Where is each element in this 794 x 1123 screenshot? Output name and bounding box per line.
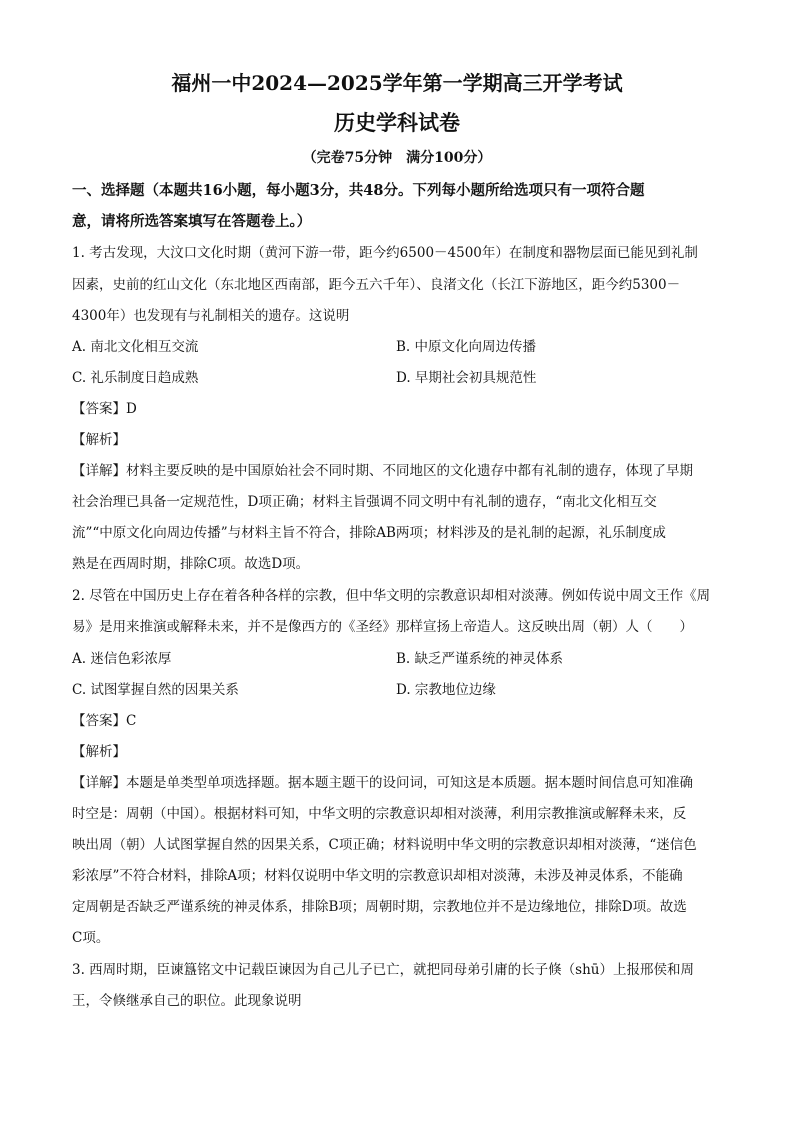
- q2-option-d: D. 宗教地位边缘: [396, 682, 496, 698]
- q2-detail-line-4: 彩浓厚”不符合材料，排除A项；材料仅说明中华文明的宗教意识却相对淡薄，未涉及神灵体系，不能确: [72, 868, 683, 884]
- q1-detail-line-1: 【详解】材料主要反映的是中国原始社会不同时期、不同地区的文化遗存中都有礼制的遗存，体现了早期: [72, 463, 693, 479]
- section-heading-line-1: 一、选择题（本题共16小题，每小题3分，共48分。下列每小题所给选项只有一项符合题: [72, 182, 645, 199]
- q1-option-b: B. 中原文化向周边传播: [396, 339, 537, 355]
- q2-analysis-label: 【解析】: [72, 744, 126, 760]
- q3-stem-line-2: 王，令倏继承自己的职位。此现象说明: [72, 993, 302, 1009]
- q1-option-c: C. 礼乐制度日趋成熟: [72, 370, 199, 386]
- q1-stem-line-2: 因素，史前的红山文化（东北地区西南部，距今五六千年）、良渚文化（长江下游地区，距今约5300－: [72, 277, 681, 293]
- q2-stem-line-1: 2. 尽管在中国历史上存在着各种各样的宗教，但中华文明的宗教意识却相对淡薄。例如传说中周文王作《周: [72, 588, 711, 604]
- q1-option-d: D. 早期社会初具规范性: [396, 370, 537, 386]
- q2-answer: 【答案】C: [72, 713, 137, 729]
- q1-option-a: A. 南北文化相互交流: [72, 339, 199, 355]
- q1-stem-line-1: 1. 考古发现，大汶口文化时期（黄河下游一带，距今约6500－4500年）在制度和器物层面已能见到礼制: [72, 245, 698, 261]
- q2-detail-line-2: 时空是：周朝（中国）。根据材料可知，中华文明的宗教意识却相对淡薄，利用宗教推演或解释未来，反: [72, 806, 687, 822]
- q2-option-a: A. 迷信色彩浓厚: [72, 651, 172, 667]
- q2-detail-line-3: 映出周（朝）人试图掌握自然的因果关系，C项正确；材料说明中华文明的宗教意识却相对淡薄，“迷信色: [72, 837, 697, 853]
- q2-option-b: B. 缺乏严谨系统的神灵体系: [396, 651, 564, 667]
- q3-stem-line-1: 3. 西周时期，臣谏簋铭文中记载臣谏因为自己儿子已亡，就把同母弟引庸的长子倏（shū）上报邢侯和周: [72, 962, 694, 978]
- q2-detail-line-1: 【详解】本题是单类型单项选择题。据本题主题干的设问词，可知这是本质题。据本题时间信息可知准确: [72, 775, 693, 791]
- subject-title: 历史学科试卷: [334, 110, 460, 135]
- section-heading-line-2: 意，请将所选答案填写在答题卷上。）: [72, 213, 312, 230]
- q1-stem-line-3: 4300年）也发现有与礼制相关的遗存。这说明: [72, 308, 350, 324]
- q1-detail-line-2: 社会治理已具备一定规范性，D项正确；材料主旨强调不同文明中有礼制的遗存，“南北文化相互交: [72, 494, 657, 510]
- q2-detail-line-6: C项。: [72, 930, 110, 946]
- q2-option-c: C. 试图掌握自然的因果关系: [72, 682, 239, 698]
- q1-detail-line-3: 流”“中原文化向周边传播”与材料主旨不符合，排除AB两项；材料涉及的是礼制的起源，礼乐制度成: [72, 525, 666, 541]
- q1-detail-line-4: 熟是在西周时期，排除C项。故选D项。: [72, 556, 310, 572]
- q2-stem-line-2: 易》是用来推演或解释未来，并不是像西方的《圣经》那样宣扬上帝造人。这反映出周（朝）人（ ）: [72, 619, 693, 635]
- exam-title: 福州一中2024—2025学年第一学期高三开学考试: [171, 71, 623, 95]
- q1-analysis-label: 【解析】: [72, 432, 126, 448]
- q1-answer: 【答案】D: [72, 401, 137, 417]
- exam-time-score-note: （完卷75分钟 满分100分）: [302, 150, 492, 166]
- q2-detail-line-5: 定周朝是否缺乏严谨系统的神灵体系，排除B项；周朝时期，宗教地位并不是边缘地位，排除D项。故选: [72, 899, 687, 915]
